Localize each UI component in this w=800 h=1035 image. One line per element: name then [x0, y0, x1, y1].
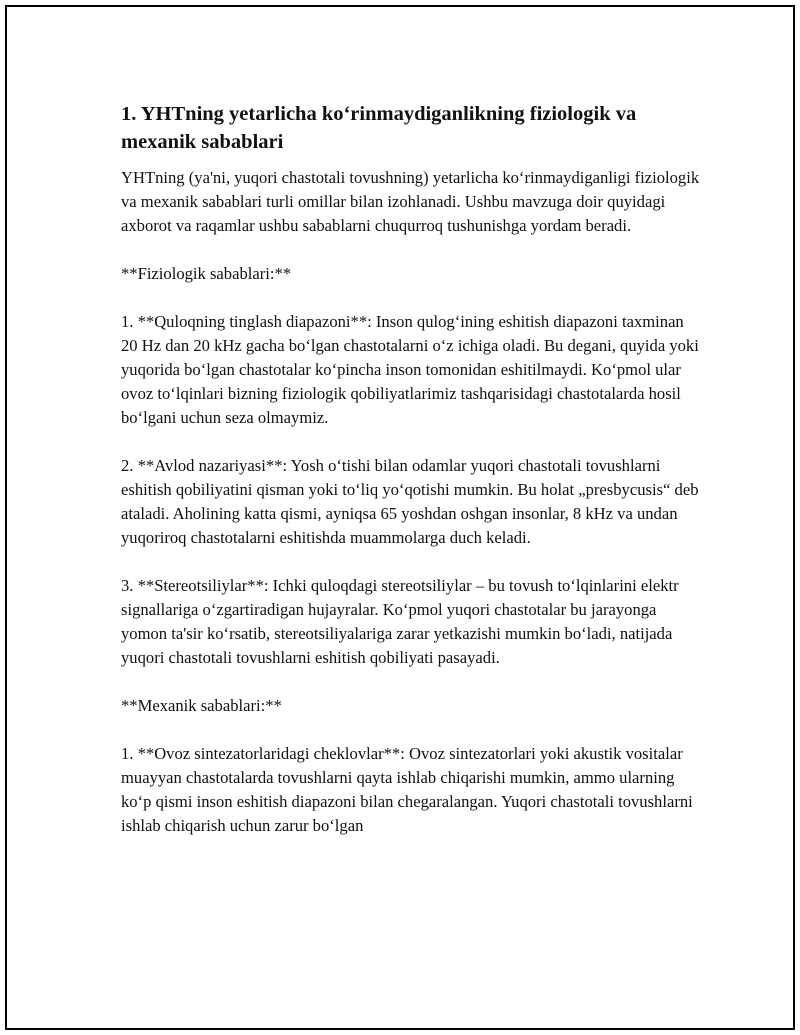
physiological-item-1: 1. **Quloqning tinglash diapazoni**: Inson qulog‘ining eshitish diapazoni taxminan 20 Hz dan 20 kHz gacha bo‘lgan chastotalarni o‘z ichiga oladi. Bu degani, quyida yoki yuqorida bo‘lgan chastotalar ko‘pincha inson tomonidan eshitilmaydi. Ko‘pmol ular ovoz to‘lqinlari bizning fiziologik qobiliyatlarimiz tashqarisidagi chastotalarda hosil bo‘lgani uchun seza olmaymiz.: [121, 312, 699, 427]
physiological-item-2: 2. **Avlod nazariyasi**: Yosh o‘tishi bilan odamlar yuqori chastotali tovushlarni eshitish qobiliyatini qisman yoki to‘liq yo‘qotishi mumkin. Bu holat „presbycusis“ deb ataladi. Aholining katta qismi, ayniqsa 65 yoshdan oshgan insonlar, 8 kHz va undan yuqoriroq chastotalarni eshitishda muammolarga duch keladi.: [121, 456, 699, 547]
document-content: [121, 100, 703, 862]
page-frame: [5, 5, 795, 1030]
physiological-section-header: **Fiziologik sabablari:**: [121, 264, 292, 283]
mechanical-item-1: 1. **Ovoz sintezatorlaridagi cheklovlar**: Ovoz sintezatorlari yoki akustik vositalar muayyan chastotalarda tovushlarni qayta ishlab chiqarishi mumkin, ammo ularning ko‘p qismi inson eshitish diapazoni bilan chegaralangan. Yuqori chastotali tovushlarni ishlab chiqarish uchun zarur bo‘lgan: [121, 744, 693, 835]
intro-paragraph: YHTning (ya'ni, yuqori chastotali tovushning) yetarlicha ko‘rinmaydiganligi fiziologik va mexanik sabablari turli omillar bilan izohlanadi. Ushbu mavzuga doir quyidagi axborot va raqamlar ushbu sabablarni chuqurroq tushunishga yordam beradi.: [121, 168, 700, 235]
document-heading: 1. YHTning yetarlicha ko‘rinmaydiganlikning fiziologik va mexanik sabablari: [121, 103, 637, 153]
physiological-item-3: 3. **Stereotsiliylar**: Ichki quloqdagi stereotsiliylar – bu tovush to‘lqinlarini elektr signallariga o‘zgartiradigan hujayralar. Ko‘pmol yuqori chastotalar bu jarayonga yomon ta'sir ko‘rsatib, stereotsiliyalariga zarar yetkazishi mumkin bo‘ladi, natijada yuqori chastotali tovushlarni eshitish qobiliyati pasayadi.: [121, 576, 679, 667]
mechanical-section-header: **Mexanik sabablari:**: [121, 696, 282, 715]
